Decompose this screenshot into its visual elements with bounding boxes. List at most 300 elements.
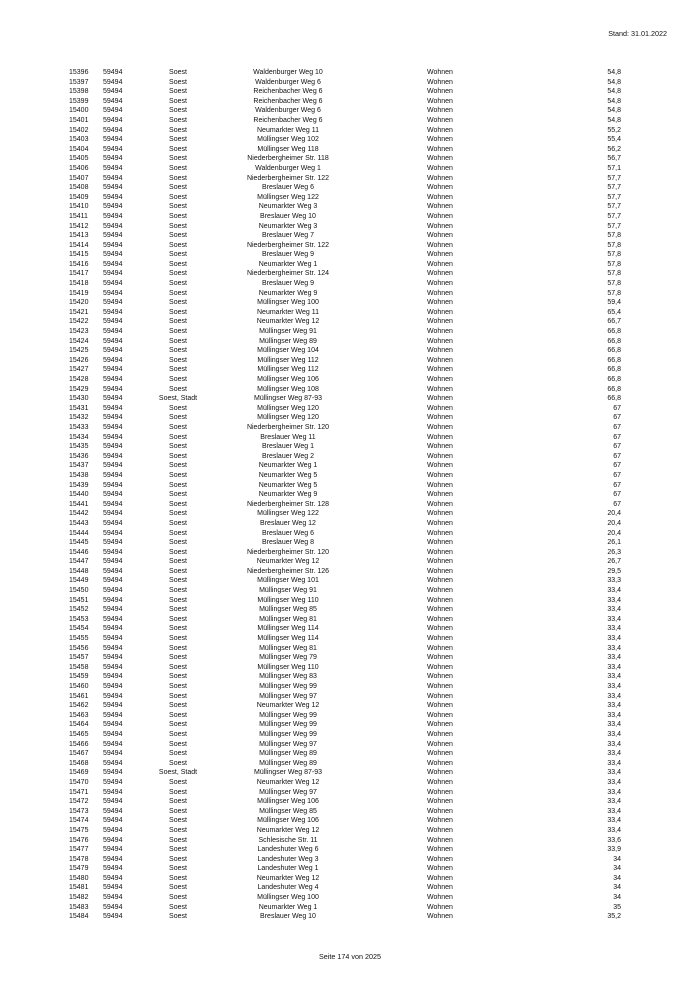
row-id-cell: 15482: [69, 894, 89, 902]
value-cell: 20,4: [607, 519, 621, 527]
value-cell: 66,8: [607, 385, 621, 393]
usage-type-cell: Wohnen: [427, 644, 453, 652]
postal-code-cell: 59494: [103, 299, 123, 307]
value-cell: 67: [613, 500, 621, 508]
row-id-cell: 15480: [69, 874, 89, 882]
value-cell: 66,8: [607, 337, 621, 345]
street-address-cell: Waldenburger Weg 6: [255, 107, 321, 115]
value-cell: 34: [613, 865, 621, 873]
table-row: [0, 864, 700, 874]
value-cell: 67: [613, 481, 621, 489]
table-row: [0, 337, 700, 347]
postal-code-cell: 59494: [103, 865, 123, 873]
value-cell: 34: [613, 874, 621, 882]
row-id-cell: 15421: [69, 308, 89, 316]
postal-code-cell: 59494: [103, 903, 123, 911]
table-row: [0, 538, 700, 548]
city-cell: Soest: [169, 347, 187, 355]
postal-code-cell: 59494: [103, 788, 123, 796]
city-cell: Soest: [169, 308, 187, 316]
value-cell: 33,4: [607, 778, 621, 786]
table-row: [0, 644, 700, 654]
table-row: [0, 893, 700, 903]
street-address-cell: Neumarkter Weg 9: [258, 491, 318, 499]
value-cell: 35: [613, 903, 621, 911]
row-id-cell: 15472: [69, 798, 89, 806]
postal-code-cell: 59494: [103, 452, 123, 460]
row-id-cell: 15466: [69, 740, 89, 748]
usage-type-cell: Wohnen: [427, 193, 453, 201]
row-id-cell: 15442: [69, 510, 89, 518]
table-row: [0, 740, 700, 750]
page-number: Seite 174 von 2025: [319, 952, 381, 961]
usage-type-cell: Wohnen: [427, 78, 453, 86]
street-address-cell: Waldenburger Weg 1: [255, 164, 321, 172]
street-address-cell: Müllingser Weg 89: [259, 337, 317, 345]
value-cell: 29,5: [607, 567, 621, 575]
row-id-cell: 15452: [69, 606, 89, 614]
street-address-cell: Müllingser Weg 99: [259, 730, 317, 738]
city-cell: Soest: [169, 711, 187, 719]
value-cell: 33,4: [607, 625, 621, 633]
street-address-cell: Landeshuter Weg 6: [257, 846, 319, 854]
city-cell: Soest: [169, 270, 187, 278]
street-address-cell: Niederbergheimer Str. 128: [246, 500, 330, 508]
postal-code-cell: 59494: [103, 855, 123, 863]
city-cell: Soest: [169, 136, 187, 144]
table-row: [0, 845, 700, 855]
street-address-cell: Reichenbacher Weg 6: [253, 116, 323, 124]
row-id-cell: 15464: [69, 721, 89, 729]
table-row: [0, 653, 700, 663]
row-id-cell: 15425: [69, 347, 89, 355]
city-cell: Soest: [169, 644, 187, 652]
postal-code-cell: 59494: [103, 260, 123, 268]
value-cell: 67: [613, 423, 621, 431]
city-cell: Soest: [169, 491, 187, 499]
usage-type-cell: Wohnen: [427, 903, 453, 911]
value-cell: 33,4: [607, 807, 621, 815]
postal-code-cell: 59494: [103, 347, 123, 355]
table-row: [0, 596, 700, 606]
postal-code-cell: 59494: [103, 567, 123, 575]
street-address-cell: Müllingser Weg 100: [257, 299, 319, 307]
postal-code-cell: 59494: [103, 69, 123, 76]
postal-code-cell: 59494: [103, 702, 123, 710]
postal-code-cell: 59494: [103, 376, 123, 383]
table-row: [0, 576, 700, 586]
city-cell: Soest: [169, 615, 187, 623]
value-cell: 33,4: [607, 654, 621, 662]
postal-code-cell: 59494: [103, 241, 123, 249]
table-row: [0, 231, 700, 241]
value-cell: 33,4: [607, 702, 621, 710]
usage-type-cell: Wohnen: [427, 529, 453, 537]
table-row: [0, 106, 700, 116]
value-cell: 57,7: [607, 203, 621, 211]
street-address-cell: Neumarkter Weg 12: [256, 874, 320, 882]
postal-code-cell: 59494: [103, 894, 123, 902]
usage-type-cell: Wohnen: [427, 145, 453, 153]
street-address-cell: Müllingser Weg 97: [259, 740, 317, 748]
postal-code-cell: 59494: [103, 711, 123, 719]
table-row: [0, 509, 700, 519]
city-cell: Soest, Stadt: [158, 769, 198, 777]
usage-type-cell: Wohnen: [427, 155, 453, 163]
table-row: [0, 442, 700, 452]
value-cell: 67: [613, 443, 621, 451]
street-address-cell: Neumarkter Weg 3: [258, 203, 318, 211]
table-row: [0, 279, 700, 289]
street-address-cell: Müllingser Weg 114: [257, 635, 319, 643]
street-address-cell: Niederbergheimer Str. 120: [246, 548, 330, 556]
usage-type-cell: Wohnen: [427, 356, 453, 364]
street-address-cell: Müllingser Weg 87-93: [254, 769, 322, 777]
city-cell: Soest: [169, 328, 187, 336]
table-row: [0, 356, 700, 366]
row-id-cell: 15411: [69, 212, 88, 220]
table-row: [0, 202, 700, 212]
postal-code-cell: 59494: [103, 635, 123, 643]
street-address-cell: Breslauer Weg 12: [260, 519, 316, 527]
table-row: [0, 797, 700, 807]
postal-code-cell: 59494: [103, 759, 123, 767]
street-address-cell: Niederbergheimer Str. 124: [246, 270, 330, 278]
usage-type-cell: Wohnen: [427, 874, 453, 882]
row-id-cell: 15475: [69, 826, 89, 834]
street-address-cell: Müllingser Weg 85: [259, 807, 317, 815]
postal-code-cell: 59494: [103, 740, 123, 748]
usage-type-cell: Wohnen: [427, 510, 453, 518]
row-id-cell: 15449: [69, 577, 89, 585]
table-row: [0, 912, 700, 922]
table-row: [0, 481, 700, 491]
usage-type-cell: Wohnen: [427, 769, 453, 777]
street-address-cell: Müllingser Weg 120: [257, 414, 319, 422]
city-cell: Soest: [169, 251, 187, 259]
city-cell: Soest: [169, 529, 187, 537]
city-cell: Soest: [169, 683, 187, 690]
row-id-cell: 15410: [69, 203, 89, 211]
usage-type-cell: Wohnen: [427, 184, 453, 192]
street-address-cell: Müllingser Weg 114: [257, 625, 319, 633]
table-row: [0, 212, 700, 222]
table-row: [0, 519, 700, 529]
usage-type-cell: Wohnen: [427, 385, 453, 393]
postal-code-cell: 59494: [103, 817, 123, 825]
row-id-cell: 15426: [69, 356, 89, 364]
value-cell: 33,4: [607, 730, 621, 738]
value-cell: 33,4: [607, 587, 621, 595]
street-address-cell: Müllingser Weg 112: [257, 356, 319, 364]
table-row: [0, 663, 700, 673]
row-id-cell: 15477: [69, 846, 89, 854]
street-address-cell: Müllingser Weg 122: [257, 193, 319, 201]
value-cell: 33,4: [607, 663, 621, 671]
street-address-cell: Müllingser Weg 97: [259, 692, 317, 700]
city-cell: Soest, Stadt: [158, 395, 198, 403]
usage-type-cell: Wohnen: [427, 164, 453, 172]
value-cell: 66,8: [607, 395, 621, 403]
postal-code-cell: 59494: [103, 289, 123, 297]
postal-code-cell: 59494: [103, 721, 123, 729]
street-address-cell: Breslauer Weg 6: [261, 184, 314, 192]
value-cell: 33,4: [607, 826, 621, 834]
street-address-cell: Müllingser Weg 99: [259, 711, 317, 719]
usage-type-cell: Wohnen: [427, 97, 453, 105]
city-cell: Soest: [169, 203, 187, 211]
street-address-cell: Neumarkter Weg 12: [256, 558, 320, 566]
city-cell: Soest: [169, 280, 187, 288]
postal-code-cell: 59494: [103, 606, 123, 614]
usage-type-cell: Wohnen: [427, 203, 453, 211]
postal-code-cell: 59494: [103, 136, 123, 144]
usage-type-cell: Wohnen: [427, 548, 453, 556]
city-cell: Soest: [169, 663, 187, 671]
city-cell: Soest: [169, 826, 187, 834]
row-id-cell: 15399: [69, 97, 89, 105]
street-address-cell: Müllingser Weg 106: [257, 798, 319, 806]
postal-code-cell: 59494: [103, 510, 123, 518]
table-row: [0, 682, 700, 692]
city-cell: Soest: [169, 212, 187, 220]
row-id-cell: 15407: [69, 174, 89, 182]
table-row: [0, 672, 700, 682]
row-id-cell: 15474: [69, 817, 89, 825]
city-cell: Soest: [169, 721, 187, 729]
street-address-cell: Neumarkter Weg 1: [258, 462, 318, 470]
usage-type-cell: Wohnen: [427, 232, 453, 240]
value-cell: 33,4: [607, 596, 621, 604]
row-id-cell: 15431: [69, 404, 89, 412]
street-address-cell: Schlesische Str. 11: [258, 836, 318, 844]
value-cell: 67: [613, 452, 621, 460]
value-cell: 54,8: [607, 78, 621, 86]
value-cell: 57,8: [607, 251, 621, 259]
table-row: [0, 749, 700, 759]
street-address-cell: Müllingser Weg 91: [259, 587, 317, 595]
usage-type-cell: Wohnen: [427, 884, 453, 892]
street-address-cell: Müllingser Weg 118: [257, 145, 319, 153]
street-address-cell: Müllingser Weg 99: [259, 683, 317, 690]
usage-type-cell: Wohnen: [427, 69, 453, 76]
row-id-cell: 15451: [69, 596, 89, 604]
city-cell: Soest: [169, 241, 187, 249]
usage-type-cell: Wohnen: [427, 107, 453, 115]
street-address-cell: Müllingser Weg 102: [257, 136, 319, 144]
value-cell: 33,4: [607, 769, 621, 777]
postal-code-cell: 59494: [103, 366, 123, 374]
street-address-cell: Niederbergheimer Str. 122: [246, 174, 330, 182]
postal-code-cell: 59494: [103, 587, 123, 595]
row-id-cell: 15400: [69, 107, 89, 115]
postal-code-cell: 59494: [103, 328, 123, 336]
value-cell: 65,4: [607, 308, 621, 316]
city-cell: Soest: [169, 155, 187, 163]
table-row: [0, 78, 700, 88]
value-cell: 33,4: [607, 615, 621, 623]
street-address-cell: Müllingser Weg 87-93: [254, 395, 322, 403]
table-row: [0, 874, 700, 884]
row-id-cell: 15471: [69, 788, 89, 796]
city-cell: Soest: [169, 414, 187, 422]
postal-code-cell: 59494: [103, 145, 123, 153]
value-cell: 67: [613, 462, 621, 470]
postal-code-cell: 59494: [103, 443, 123, 451]
value-cell: 56,2: [607, 145, 621, 153]
city-cell: Soest: [169, 318, 187, 326]
row-id-cell: 15413: [69, 232, 89, 240]
value-cell: 67: [613, 471, 621, 479]
row-id-cell: 15439: [69, 481, 89, 489]
postal-code-cell: 59494: [103, 644, 123, 652]
postal-code-cell: 59494: [103, 126, 123, 134]
value-cell: 57,8: [607, 241, 621, 249]
table-row: [0, 624, 700, 634]
table-row: [0, 327, 700, 337]
street-address-cell: Neumarkter Weg 5: [258, 481, 318, 489]
row-id-cell: 15406: [69, 164, 89, 172]
row-id-cell: 15470: [69, 778, 89, 786]
value-cell: 26,1: [607, 539, 621, 547]
value-cell: 33,4: [607, 673, 621, 681]
row-id-cell: 15396: [69, 69, 89, 76]
row-id-cell: 15460: [69, 683, 89, 690]
city-cell: Soest: [169, 740, 187, 748]
value-cell: 57,8: [607, 280, 621, 288]
city-cell: Soest: [169, 126, 187, 134]
street-address-cell: Neumarkter Weg 12: [256, 702, 320, 710]
usage-type-cell: Wohnen: [427, 846, 453, 854]
table-row: [0, 174, 700, 184]
row-id-cell: 15438: [69, 471, 89, 479]
table-row: [0, 615, 700, 625]
row-id-cell: 15448: [69, 567, 89, 575]
postal-code-cell: 59494: [103, 414, 123, 422]
table-row: [0, 816, 700, 826]
table-row: [0, 701, 700, 711]
street-address-cell: Neumarkter Weg 5: [258, 471, 318, 479]
street-address-cell: Niederbergheimer Str. 126: [246, 567, 330, 575]
usage-type-cell: Wohnen: [427, 318, 453, 326]
city-cell: Soest: [169, 587, 187, 595]
street-address-cell: Breslauer Weg 9: [261, 280, 314, 288]
city-cell: Soest: [169, 299, 187, 307]
table-row: [0, 807, 700, 817]
city-cell: Soest: [169, 500, 187, 508]
usage-type-cell: Wohnen: [427, 539, 453, 547]
usage-type-cell: Wohnen: [427, 577, 453, 585]
table-row: [0, 452, 700, 462]
city-cell: Soest: [169, 606, 187, 614]
street-address-cell: Breslauer Weg 7: [261, 232, 314, 240]
table-row: [0, 461, 700, 471]
street-address-cell: Waldenburger Weg 10: [253, 69, 323, 76]
city-cell: Soest: [169, 452, 187, 460]
table-row: [0, 883, 700, 893]
street-address-cell: Müllingser Weg 104: [257, 347, 319, 355]
postal-code-cell: 59494: [103, 164, 123, 172]
table-row: [0, 557, 700, 567]
table-row: [0, 135, 700, 145]
city-cell: Soest: [169, 846, 187, 854]
stand-date: Stand: 31.01.2022: [608, 29, 667, 38]
postal-code-cell: 59494: [103, 270, 123, 278]
usage-type-cell: Wohnen: [427, 750, 453, 758]
usage-type-cell: Wohnen: [427, 347, 453, 355]
value-cell: 33,6: [607, 836, 621, 844]
usage-type-cell: Wohnen: [427, 567, 453, 575]
value-cell: 33,4: [607, 692, 621, 700]
city-cell: Soest: [169, 913, 187, 921]
value-cell: 54,8: [607, 107, 621, 115]
usage-type-cell: Wohnen: [427, 807, 453, 815]
usage-type-cell: Wohnen: [427, 443, 453, 451]
street-address-cell: Müllingser Weg 100: [257, 894, 319, 902]
usage-type-cell: Wohnen: [427, 222, 453, 230]
postal-code-cell: 59494: [103, 846, 123, 854]
row-id-cell: 15468: [69, 759, 89, 767]
city-cell: Soest: [169, 567, 187, 575]
postal-code-cell: 59494: [103, 826, 123, 834]
row-id-cell: 15402: [69, 126, 89, 134]
value-cell: 33,4: [607, 788, 621, 796]
city-cell: Soest: [169, 539, 187, 547]
usage-type-cell: Wohnen: [427, 260, 453, 268]
row-id-cell: 15435: [69, 443, 89, 451]
street-address-cell: Müllingser Weg 106: [257, 817, 319, 825]
street-address-cell: Niederbergheimer Str. 120: [246, 423, 330, 431]
row-id-cell: 15404: [69, 145, 89, 153]
street-address-cell: Neumarkter Weg 12: [256, 318, 320, 326]
value-cell: 26,7: [607, 558, 621, 566]
row-id-cell: 15430: [69, 395, 89, 403]
table-row: [0, 788, 700, 798]
city-cell: Soest: [169, 404, 187, 412]
row-id-cell: 15483: [69, 903, 89, 911]
row-id-cell: 15414: [69, 241, 89, 249]
row-id-cell: 15462: [69, 702, 89, 710]
row-id-cell: 15481: [69, 884, 89, 892]
value-cell: 33,4: [607, 817, 621, 825]
city-cell: Soest: [169, 750, 187, 758]
street-address-cell: Breslauer Weg 11: [260, 433, 316, 441]
table-row: [0, 317, 700, 327]
city-cell: Soest: [169, 778, 187, 786]
row-id-cell: 15479: [69, 865, 89, 873]
postal-code-cell: 59494: [103, 462, 123, 470]
row-id-cell: 15424: [69, 337, 89, 345]
row-id-cell: 15415: [69, 251, 89, 259]
city-cell: Soest: [169, 692, 187, 700]
table-row: [0, 385, 700, 395]
row-id-cell: 15444: [69, 529, 89, 537]
usage-type-cell: Wohnen: [427, 740, 453, 748]
usage-type-cell: Wohnen: [427, 116, 453, 124]
street-address-cell: Landeshuter Weg 3: [257, 855, 319, 863]
table-row: [0, 903, 700, 913]
postal-code-cell: 59494: [103, 88, 123, 96]
city-cell: Soest: [169, 443, 187, 451]
value-cell: 35,2: [607, 913, 621, 921]
value-cell: 67: [613, 414, 621, 422]
value-cell: 55,2: [607, 126, 621, 134]
city-cell: Soest: [169, 88, 187, 96]
postal-code-cell: 59494: [103, 673, 123, 681]
table-row: [0, 778, 700, 788]
value-cell: 20,4: [607, 529, 621, 537]
street-address-cell: Müllingser Weg 89: [259, 759, 317, 767]
